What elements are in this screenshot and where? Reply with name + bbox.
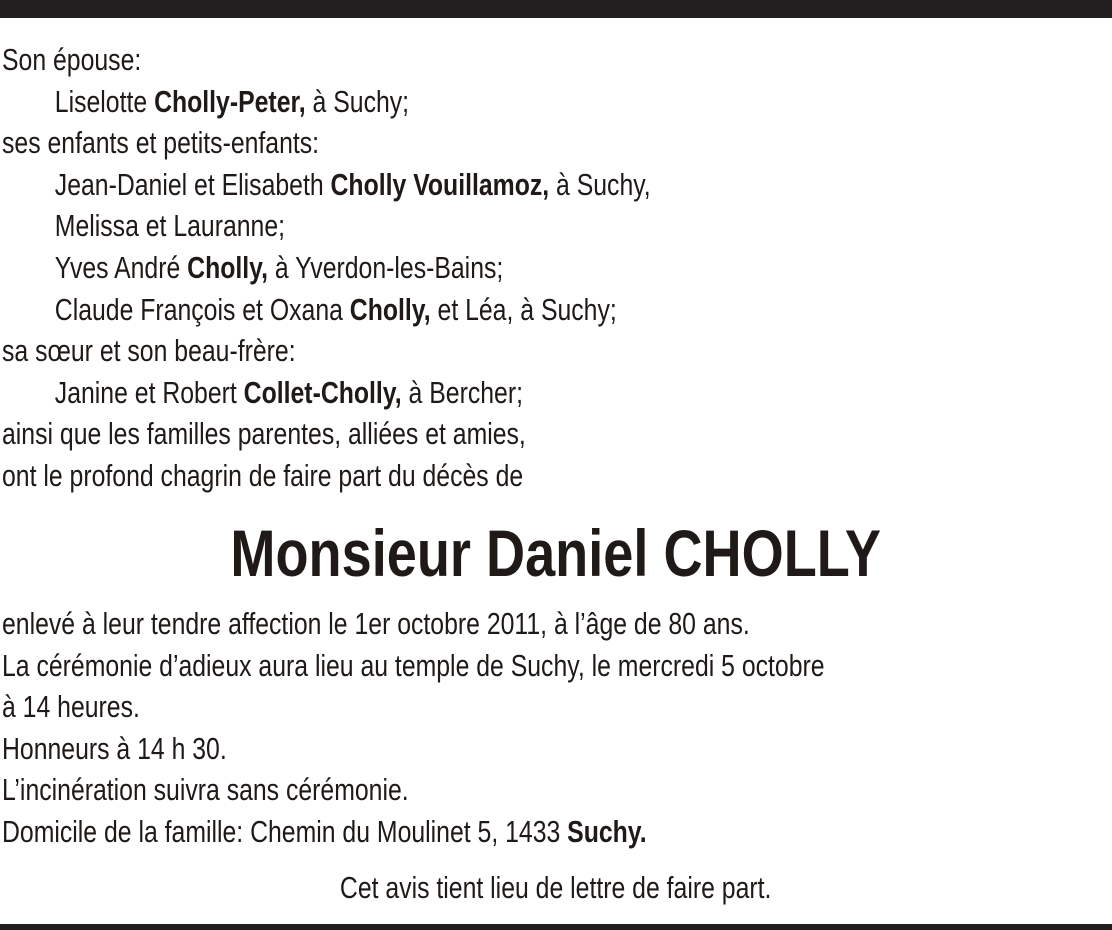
detail-line <box>2 769 1110 811</box>
family-line <box>2 205 1110 247</box>
text-segment: ont le profond chagrin de faire part du décès de <box>2 457 524 493</box>
family-line <box>2 247 1110 289</box>
ceremony-details <box>2 603 1110 853</box>
text-segment: Claude François et Oxana <box>54 291 350 327</box>
family-name: Cholly Vouillamoz, <box>330 166 550 202</box>
text-segment: Melissa et Lauranne; <box>54 208 286 244</box>
text-segment: à Suchy; <box>305 83 410 119</box>
text-segment: Honneurs à 14 h 30. <box>2 730 227 766</box>
family-line <box>2 330 1110 372</box>
text-segment: La cérémonie d’adieux aura lieu au temple de Suchy, le mercredi 5 octobre <box>2 647 825 683</box>
deceased-name-text: Monsieur Daniel CHOLLY <box>230 516 882 590</box>
family-name: Suchy. <box>567 813 647 849</box>
text-segment: Domicile de la famille: Chemin du Moulinet 5, 1433 <box>2 813 568 849</box>
text-segment: à 14 heures. <box>2 689 140 725</box>
closing-note <box>0 867 1112 909</box>
family-line <box>2 122 1110 164</box>
detail-line <box>2 645 1110 687</box>
family-line <box>2 164 1110 206</box>
family-name: Cholly, <box>349 291 431 327</box>
closing-note-text: Cet avis tient lieu de lettre de faire part. <box>340 870 772 905</box>
text-segment: Son épouse: <box>2 42 142 77</box>
text-segment: sa sœur et son beau-frère: <box>2 333 296 369</box>
text-segment: Liselotte <box>54 83 155 119</box>
text-segment: ainsi que les familles parentes, alliées et amies, <box>2 416 526 452</box>
family-list <box>2 39 1110 497</box>
text-segment: à Yverdon-les-Bains; <box>268 249 504 285</box>
bottom-rule <box>0 924 1112 930</box>
detail-line <box>2 811 1110 853</box>
family-line <box>2 413 1110 455</box>
text-segment: à Suchy, <box>549 166 651 202</box>
family-line <box>2 372 1110 414</box>
family-line <box>2 455 1110 497</box>
family-line <box>2 39 1110 81</box>
top-rule <box>0 0 1112 18</box>
text-segment: Jean-Daniel et Elisabeth <box>54 166 331 202</box>
family-name: Collet-Cholly, <box>243 374 402 410</box>
text-segment: enlevé à leur tendre affection le 1er octobre 2011, à l’âge de 80 ans. <box>2 606 750 641</box>
family-line <box>2 289 1110 331</box>
family-name: Cholly-Peter, <box>154 83 306 119</box>
detail-line <box>2 686 1110 728</box>
detail-line <box>2 603 1110 645</box>
text-segment: Yves André <box>54 249 188 285</box>
detail-line <box>2 728 1110 770</box>
text-segment: ses enfants et petits-enfants: <box>2 125 320 161</box>
text-segment: L’incinération suivra sans cérémonie. <box>2 772 409 808</box>
family-name: Cholly, <box>187 249 268 285</box>
text-segment: Janine et Robert <box>54 374 244 410</box>
text-segment: à Bercher; <box>401 374 523 410</box>
text-segment: et Léa, à Suchy; <box>430 291 617 327</box>
deceased-name <box>0 517 1112 589</box>
family-line <box>2 81 1110 123</box>
